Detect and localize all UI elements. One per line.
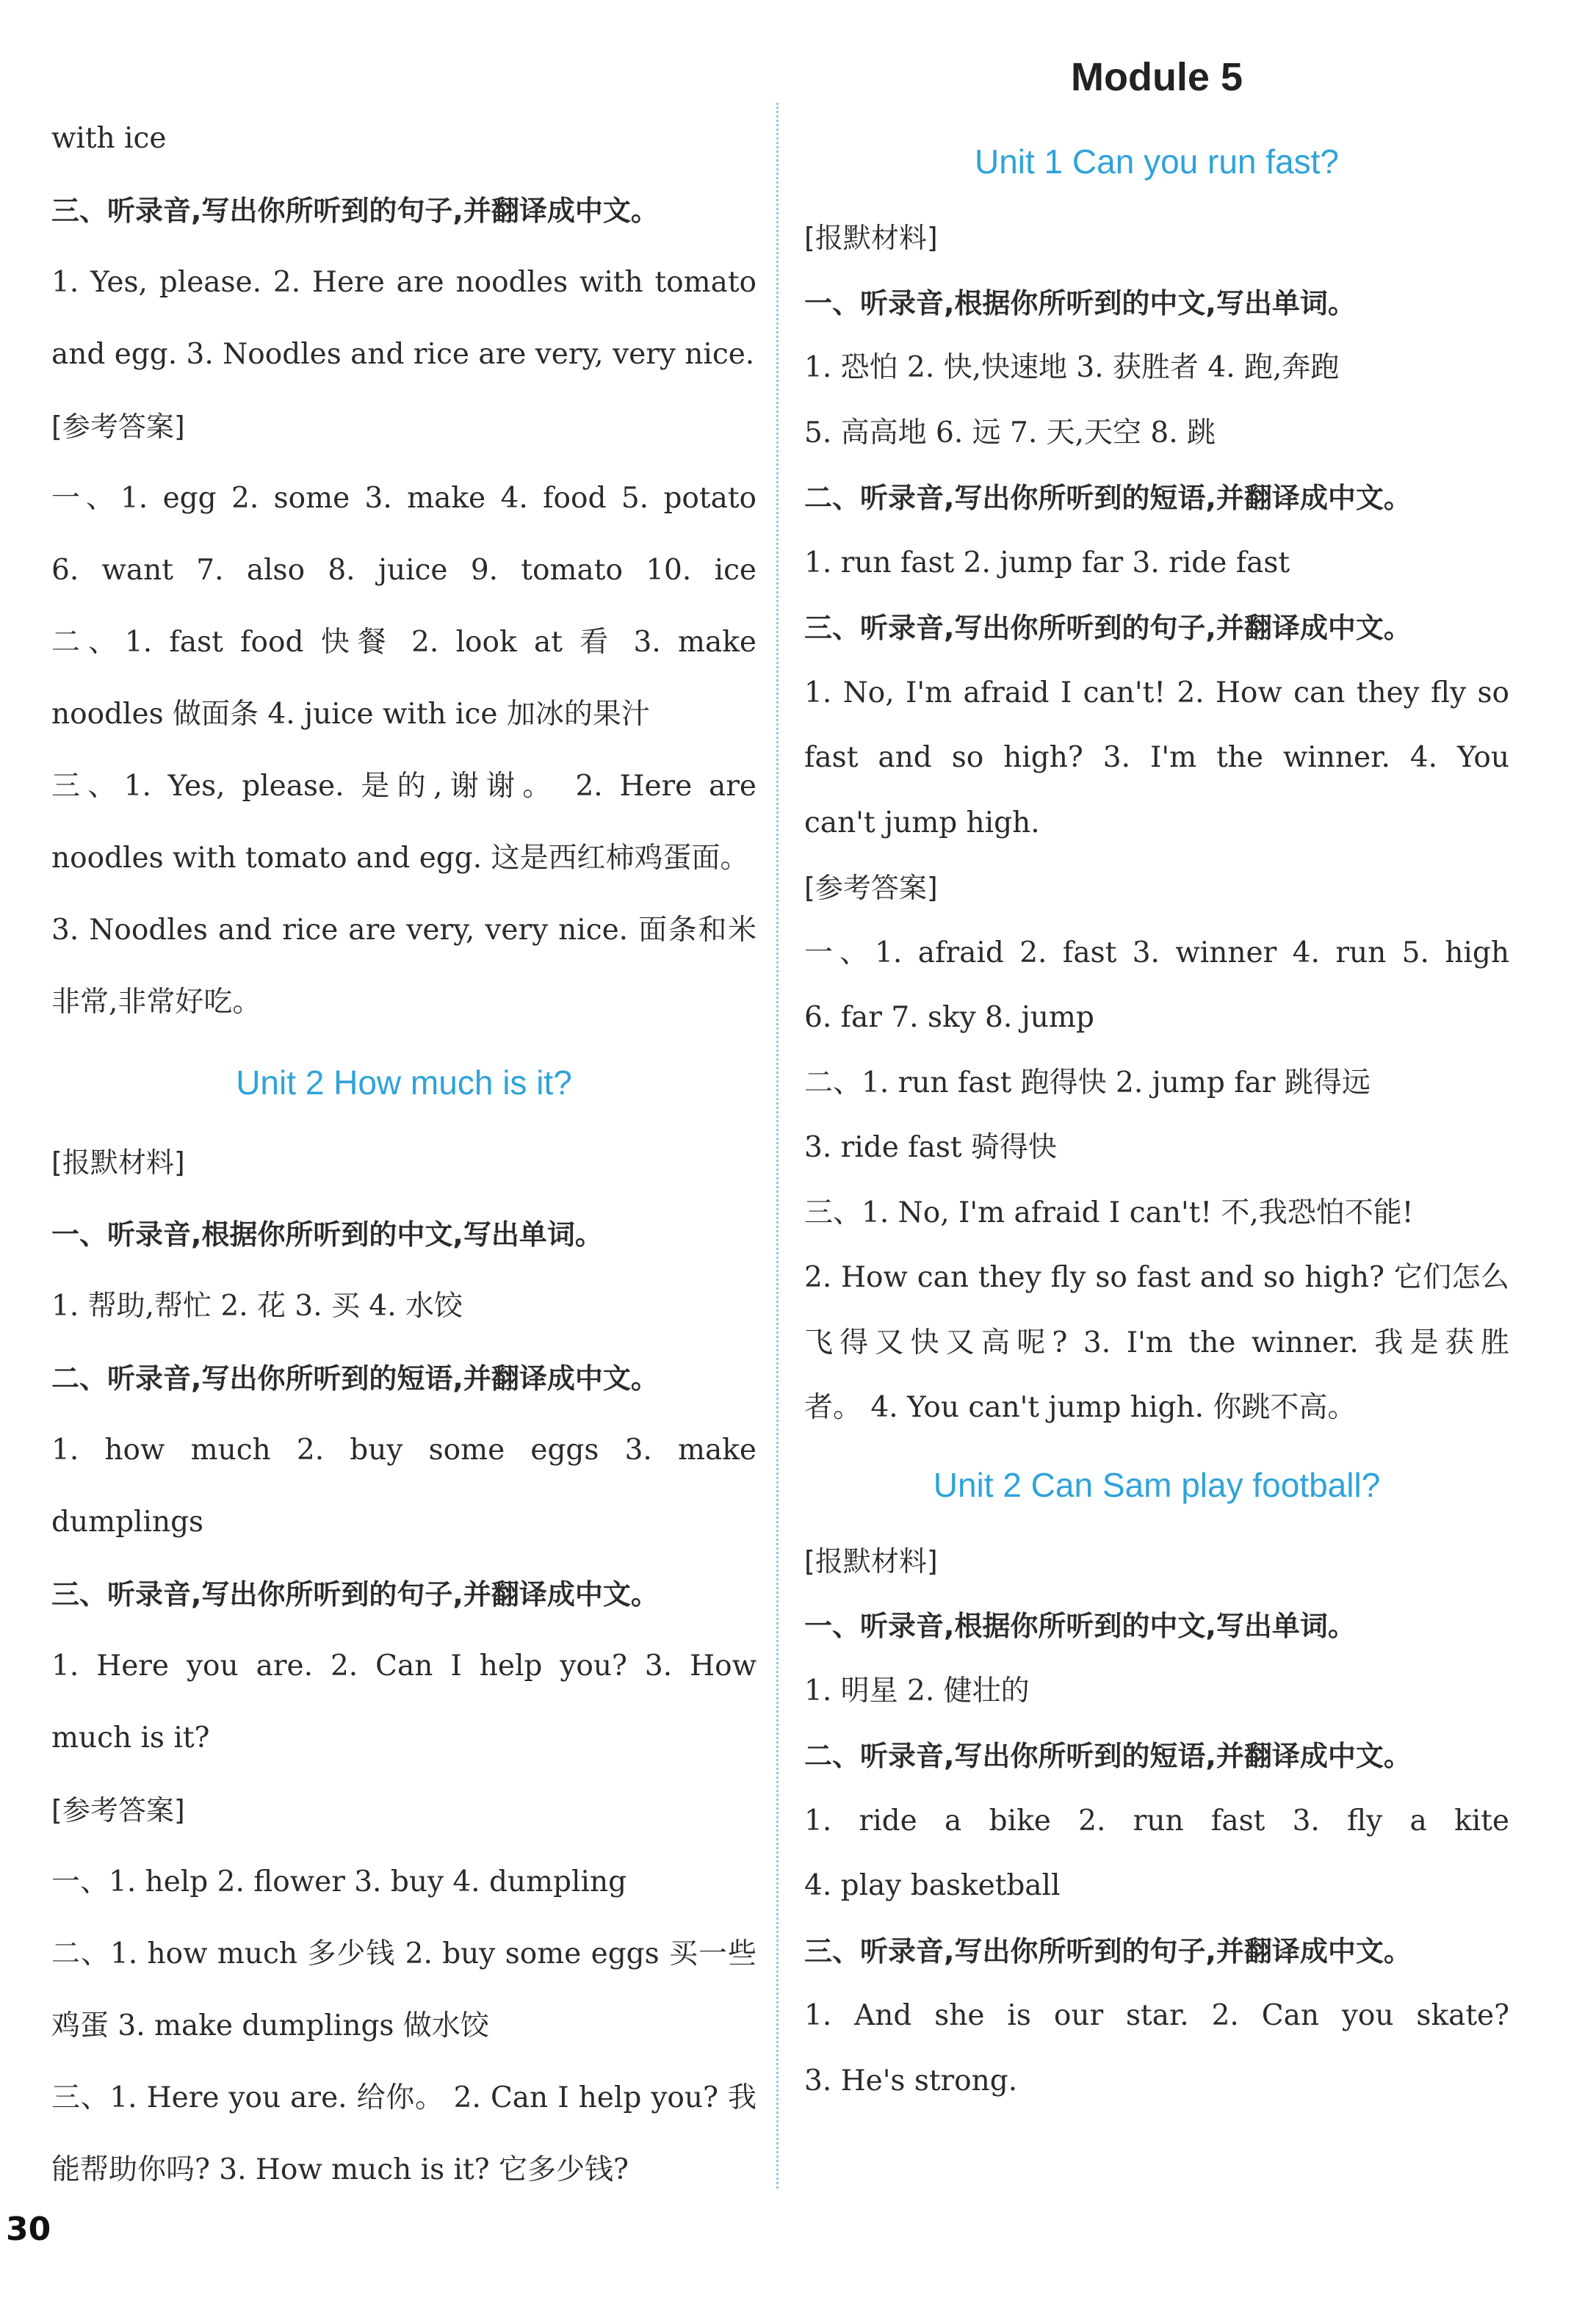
text-line: dumplings	[51, 1506, 204, 1539]
text-line: 一、1. egg 2. some 3. make 4. food 5. potato	[51, 482, 757, 515]
section-heading: 一、听录音,根据你所听到的中文,写出单词。	[804, 1610, 1356, 1642]
column-divider	[776, 103, 779, 2189]
text-line: 1. Yes, please. 2. Here are noodles with tomato	[51, 266, 757, 299]
text-line: noodles 做面条 4. juice with ice 加冰的果汁	[51, 698, 650, 731]
text-line: 三、1. Here you are. 给你。 2. Can I help you? 我	[51, 2081, 757, 2114]
text-line: 三、1. No, I'm afraid I can't! 不,我恐怕不能!	[804, 1196, 1414, 1229]
section-heading: 三、听录音,写出你所听到的句子,并翻译成中文。	[51, 1578, 659, 1611]
text-line: 3. Noodles and rice are very, very nice. 面条和米	[51, 914, 757, 947]
text-line: 二、1. how much 多少钱 2. buy some eggs 买一些	[51, 1937, 757, 1970]
section-tag: [参考答案]	[51, 411, 185, 443]
section-tag: [报默材料]	[804, 1544, 938, 1578]
section-tag: [报默材料]	[804, 222, 938, 254]
text-line: 6. want 7. also 8. juice 9. tomato 10. ice	[51, 554, 757, 587]
text-line: 能帮助你吗? 3. How much is it? 它多少钱?	[51, 2153, 629, 2186]
text-line: 2. How can they fly so fast and so high? 它们怎么	[804, 1261, 1509, 1294]
text-line: 1. 帮助,帮忙 2. 花 3. 买 4. 水饺	[51, 1290, 463, 1323]
text-line: 二、1. run fast 跑得快 2. jump far 跳得远	[804, 1066, 1371, 1099]
text-line: 1. how much 2. buy some eggs 3. make	[51, 1434, 757, 1467]
unit-title: Unit 2 How much is it?	[236, 1063, 572, 1102]
text-line: 3. He's strong.	[804, 2064, 1018, 2098]
module-title: Module 5	[1070, 55, 1243, 99]
text-line: 6. far 7. sky 8. jump	[804, 1001, 1094, 1034]
right-column	[804, 55, 1509, 2114]
text-line: 1. 明星 2. 健壮的	[804, 1674, 1030, 1708]
text-line: 1. run fast 2. jump far 3. ride fast	[804, 546, 1290, 579]
text-line: 4. play basketball	[804, 1869, 1061, 1902]
text-line: 一、1. help 2. flower 3. buy 4. dumpling	[51, 1865, 627, 1898]
section-tag: [报默材料]	[51, 1146, 185, 1179]
text-line: 1. 恐怕 2. 快,快速地 3. 获胜者 4. 跑,奔跑	[804, 351, 1340, 384]
section-heading: 三、听录音,写出你所听到的句子,并翻译成中文。	[804, 612, 1412, 644]
unit-title: Unit 2 Can Sam play football?	[933, 1465, 1381, 1504]
text-line: 二、1. fast food 快餐 2. look at 看 3. make	[51, 626, 757, 659]
section-heading: 二、听录音,写出你所听到的短语,并翻译成中文。	[804, 482, 1412, 514]
text-line: can't jump high.	[804, 806, 1040, 839]
text-line: 飞得又快又高呢? 3. I'm the winner. 我是获胜	[804, 1326, 1509, 1359]
text-line: 鸡蛋 3. make dumplings 做水饺	[51, 2009, 489, 2042]
section-heading: 二、听录音,写出你所听到的短语,并翻译成中文。	[51, 1362, 659, 1395]
section-tag: [参考答案]	[51, 1794, 185, 1827]
text-line: 5. 高高地 6. 远 7. 天,天空 8. 跳	[804, 416, 1216, 449]
text-line: fast and so high? 3. I'm the winner. 4. You	[804, 741, 1509, 774]
text-line: much is it?	[51, 1721, 210, 1755]
section-heading: 二、听录音,写出你所听到的短语,并翻译成中文。	[804, 1740, 1412, 1772]
text-line: 非常,非常好吃。	[51, 986, 261, 1019]
section-heading: 三、听录音,写出你所听到的句子,并翻译成中文。	[804, 1934, 1412, 1968]
text-line: noodles with tomato and egg. 这是西红柿鸡蛋面。	[51, 842, 749, 875]
text-line: 1. Here you are. 2. Can I help you? 3. How	[51, 1650, 757, 1683]
section-heading: 三、听录音,写出你所听到的句子,并翻译成中文。	[51, 195, 659, 227]
text-line: 者。 4. You can't jump high. 你跳不高。	[804, 1391, 1357, 1424]
left-column	[51, 103, 757, 2206]
text-line: 1. ride a bike 2. run fast 3. fly a kite	[804, 1804, 1509, 1838]
text-line: 3. ride fast 骑得快	[804, 1131, 1057, 1164]
text-line: and egg. 3. Noodles and rice are very, very nice.	[51, 338, 755, 371]
section-tag: [参考答案]	[804, 872, 938, 904]
text-line: 一、1. afraid 2. fast 3. winner 4. run 5. high	[804, 936, 1509, 969]
section-heading: 一、听录音,根据你所听到的中文,写出单词。	[51, 1218, 603, 1251]
text-line: 三、1. Yes, please. 是的,谢谢。 2. Here are	[51, 770, 757, 803]
page-number: 30	[6, 2211, 51, 2248]
text-line: 1. And she is our star. 2. Can you skate?	[804, 1999, 1509, 2032]
text-line: with ice	[51, 122, 167, 155]
unit-title: Unit 1 Can you run fast?	[974, 142, 1340, 181]
section-heading: 一、听录音,根据你所听到的中文,写出单词。	[804, 286, 1356, 319]
text-line: 1. No, I'm afraid I can't! 2. How can they fly so	[804, 676, 1509, 709]
